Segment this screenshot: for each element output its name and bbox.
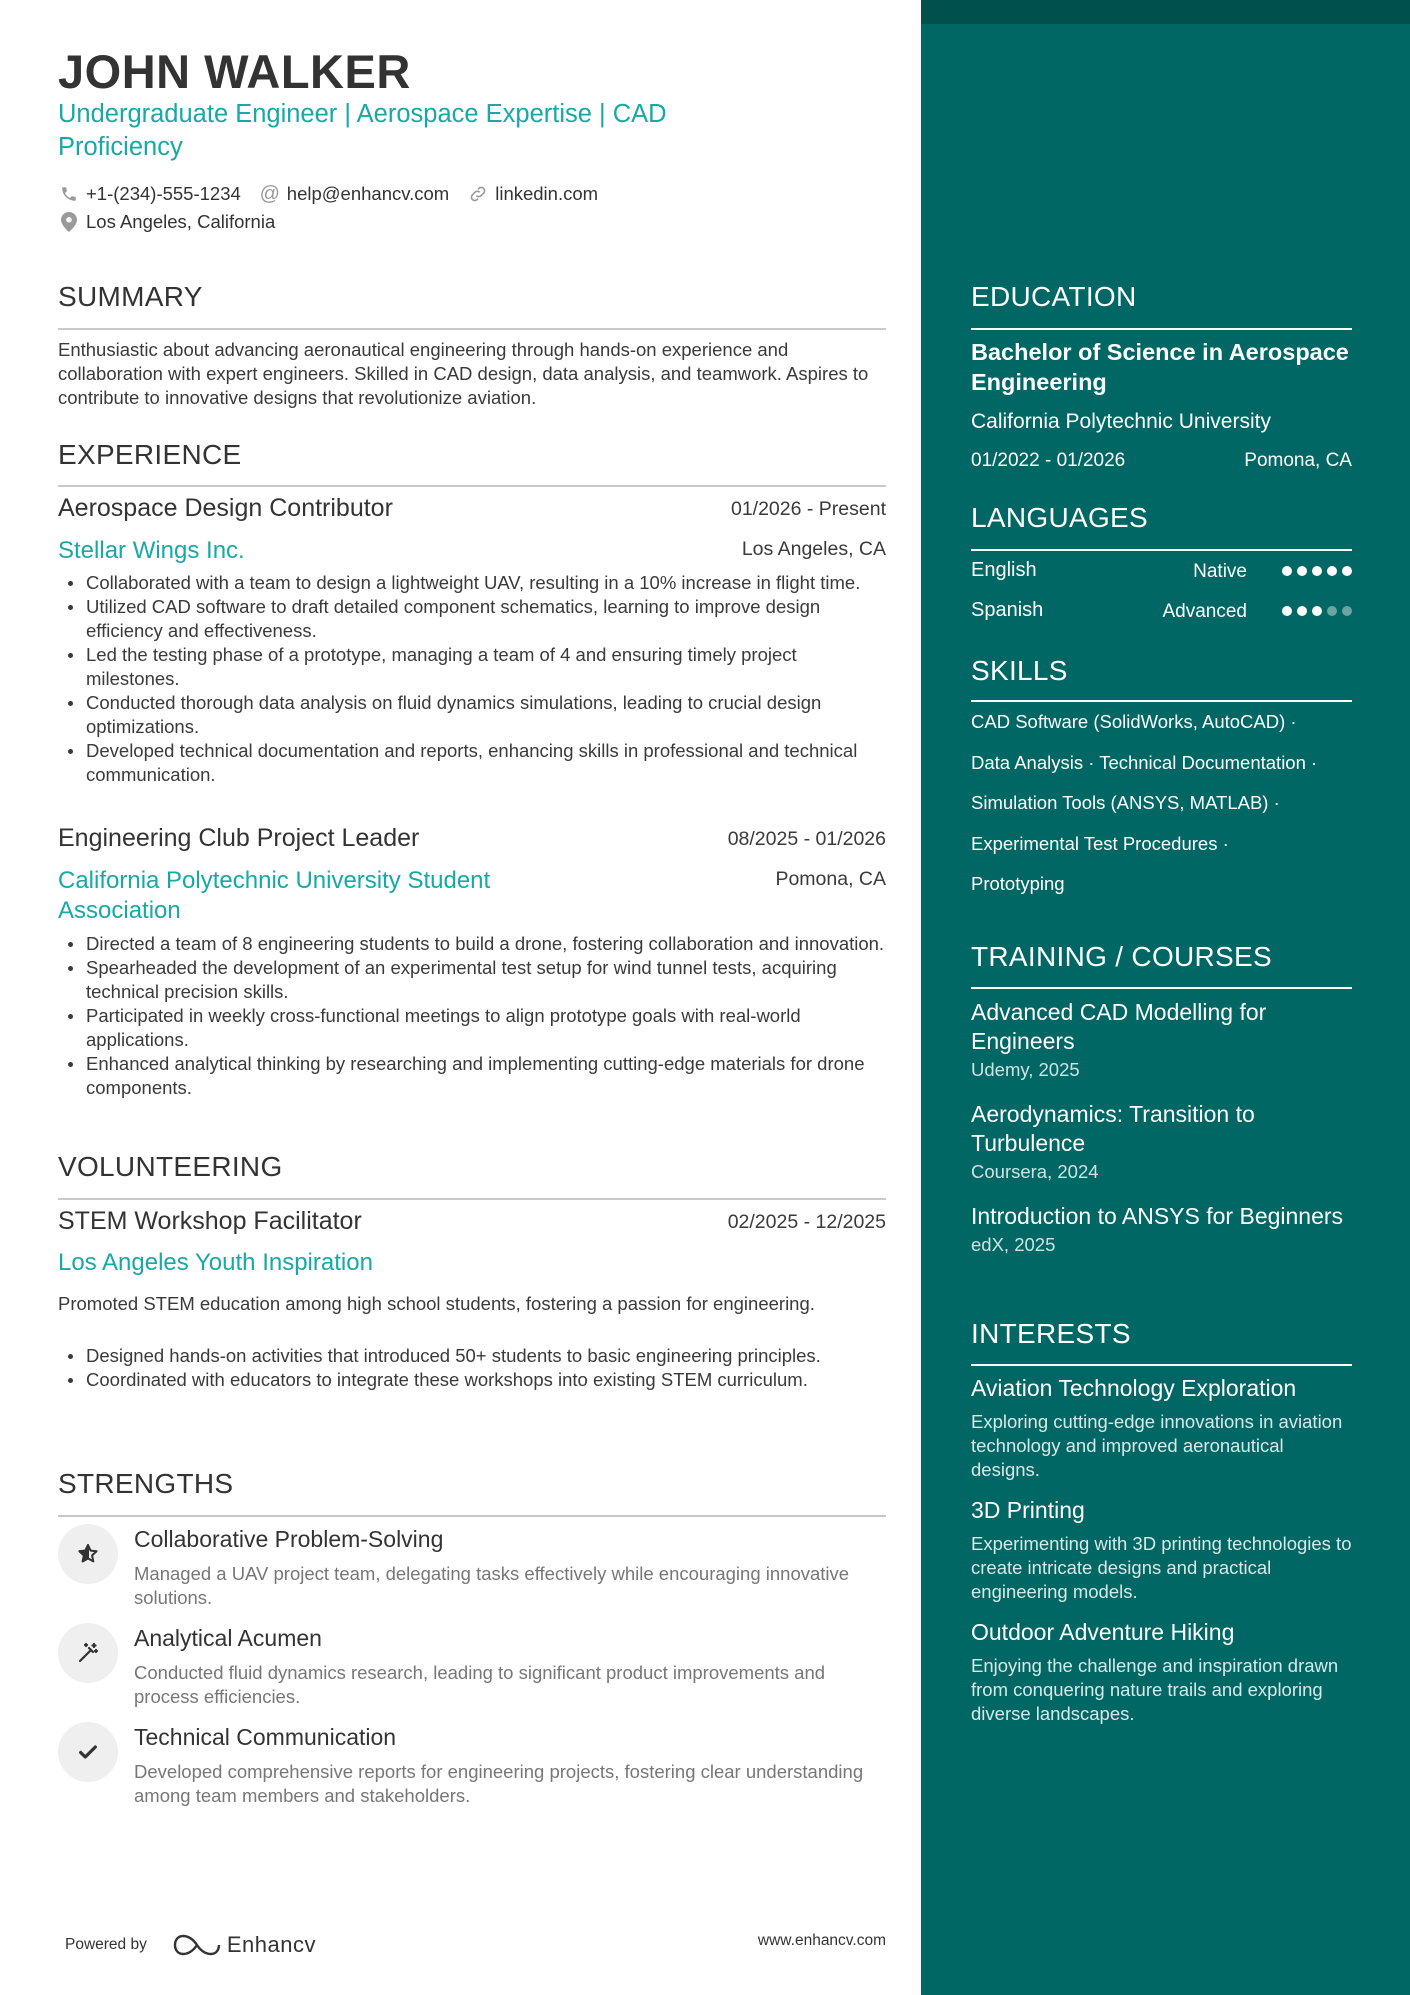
email-text: help@enhancv.com bbox=[286, 183, 450, 204]
training-divider bbox=[971, 987, 1352, 989]
company-name[interactable] bbox=[58, 866, 490, 926]
strengths-title: STRENGTHS bbox=[58, 1468, 234, 1499]
education-divider bbox=[971, 328, 1352, 330]
strength-desc: Conducted fluid dynamics research, leading to significant product improvements and process efficiencies. bbox=[134, 1662, 826, 1707]
language-level: Advanced bbox=[1162, 601, 1247, 622]
rating-dot bbox=[1297, 606, 1307, 616]
course-provider: edX, 2025 bbox=[971, 1234, 1056, 1255]
skill-line: Prototyping bbox=[971, 873, 1065, 894]
language-rating bbox=[1277, 566, 1352, 576]
strength-title: Analytical Acumen bbox=[134, 1625, 322, 1651]
magic-wand-icon bbox=[58, 1623, 118, 1683]
strength-desc: Managed a UAV project team, delegating tasks effectively while encouraging innovative solutions. bbox=[134, 1563, 850, 1608]
rating-dot bbox=[1282, 566, 1292, 576]
list-item: Collaborated with a team to design a lightweight UAV, resulting in a 10% increase in flight time. bbox=[58, 571, 888, 595]
rating-dot bbox=[1342, 606, 1352, 616]
skills-divider bbox=[971, 700, 1352, 702]
skills-title: SKILLS bbox=[971, 655, 1068, 686]
language-row bbox=[971, 599, 1352, 627]
interest-item bbox=[971, 1619, 1352, 1726]
rating-dot bbox=[1297, 566, 1307, 576]
job-location: Los Angeles, CA bbox=[741, 538, 886, 560]
list-item: Utilized CAD software to draft detailed component schematics, learning to improve design efficiency and effectiveness. bbox=[58, 595, 888, 643]
skill-line: CAD Software (SolidWorks, AutoCAD) · bbox=[971, 711, 1297, 732]
course-provider: Coursera, 2024 bbox=[971, 1161, 1099, 1182]
sidebar-top-bar bbox=[921, 0, 1410, 24]
company-name-line-1: California Polytechnic University Student bbox=[58, 867, 491, 894]
candidate-name: JOHN WALKER bbox=[58, 45, 411, 98]
brand-name: Enhancv bbox=[226, 1932, 316, 1957]
summary-text: Enthusiastic about advancing aeronautical engineering through hands-on experience and collaboration with expert engineers. Skilled in CAD design, data analysis, and teamwork. Aspires to contribute to innovative designs that revolutionize aviation. bbox=[58, 339, 869, 408]
location-pin-icon bbox=[58, 211, 80, 233]
interest-desc: Exploring cutting-edge innovations in aviation technology and improved aeronautical designs. bbox=[971, 1411, 1343, 1480]
languages-divider bbox=[971, 549, 1352, 551]
email-contact[interactable] bbox=[259, 183, 449, 205]
job-bullets bbox=[58, 932, 888, 1100]
rating-dot bbox=[1312, 606, 1322, 616]
job-dates: 01/2026 - Present bbox=[730, 498, 886, 520]
course-item bbox=[971, 998, 1352, 1081]
location-text: Los Angeles, California bbox=[86, 211, 276, 232]
list-item: Designed hands-on activities that introduced 50+ students to basic engineering principles. bbox=[58, 1344, 888, 1368]
interest-item bbox=[971, 1497, 1352, 1604]
job-dates: 08/2025 - 01/2026 bbox=[727, 828, 886, 850]
language-name: English bbox=[971, 559, 1037, 581]
list-item: Directed a team of 8 engineering students to build a drone, fostering collaboration and innovation. bbox=[58, 932, 888, 956]
volunteer-dates: 02/2025 - 12/2025 bbox=[727, 1211, 886, 1233]
language-name: Spanish bbox=[971, 599, 1044, 621]
volunteering-title: VOLUNTEERING bbox=[58, 1151, 283, 1182]
enhancv-logo[interactable] bbox=[173, 1932, 316, 1958]
skills-list bbox=[971, 710, 1361, 913]
list-item: Coordinated with educators to integrate these workshops into existing STEM curriculum. bbox=[58, 1368, 888, 1392]
interest-item bbox=[971, 1375, 1352, 1482]
contact-info bbox=[58, 180, 858, 236]
company-name-line-2: Association bbox=[58, 897, 181, 924]
sidebar bbox=[921, 0, 1410, 1995]
list-item: Enhanced analytical thinking by researching and implementing cutting-edge materials for drone components. bbox=[58, 1052, 888, 1100]
linkedin-text: linkedin.com bbox=[495, 183, 599, 204]
course-title: Aerodynamics: Transition to Turbulence bbox=[971, 1101, 1255, 1156]
star-icon bbox=[58, 1524, 118, 1584]
languages-title: LANGUAGES bbox=[971, 502, 1148, 533]
training-title: TRAINING / COURSES bbox=[971, 941, 1272, 972]
course-item bbox=[971, 1202, 1352, 1256]
interest-title: 3D Printing bbox=[971, 1497, 1085, 1523]
job-title: Engineering Club Project Leader bbox=[58, 824, 420, 852]
volunteer-intro: Promoted STEM education among high school students, fostering a passion for engineering. bbox=[58, 1293, 815, 1314]
rating-dot bbox=[1327, 566, 1337, 576]
course-title: Advanced CAD Modelling for Engineers bbox=[971, 999, 1267, 1054]
rating-dot bbox=[1342, 566, 1352, 576]
interest-title: Aviation Technology Exploration bbox=[971, 1375, 1297, 1401]
degree: Bachelor of Science in Aerospace Engineering bbox=[971, 339, 1349, 395]
list-item: Spearheaded the development of an experimental test setup for wind tunnel tests, acquiring technical precision skills. bbox=[58, 956, 888, 1004]
footer-website[interactable]: www.enhancv.com bbox=[757, 1932, 886, 1949]
volunteering-divider bbox=[58, 1198, 886, 1200]
linkedin-contact[interactable] bbox=[467, 183, 598, 205]
strength-title: Collaborative Problem-Solving bbox=[134, 1526, 444, 1552]
course-title: Introduction to ANSYS for Beginners bbox=[971, 1203, 1344, 1229]
skill-line: Experimental Test Procedures · bbox=[971, 832, 1229, 854]
language-rating bbox=[1277, 606, 1352, 616]
list-item: Developed technical documentation and reports, enhancing skills in professional and technical communication. bbox=[58, 739, 888, 787]
interests-divider bbox=[971, 1364, 1352, 1366]
interest-desc: Experimenting with 3D printing technologies to create intricate designs and practical engineering models. bbox=[971, 1533, 1352, 1602]
experience-divider bbox=[58, 485, 886, 487]
job-location: Pomona, CA bbox=[775, 868, 886, 890]
course-item bbox=[971, 1100, 1352, 1183]
rating-dot bbox=[1312, 566, 1322, 576]
phone-icon bbox=[58, 183, 80, 205]
link-icon bbox=[467, 183, 489, 205]
summary-title: SUMMARY bbox=[58, 281, 203, 312]
list-item: Led the testing phase of a prototype, managing a team of 4 and ensuring timely project milestones. bbox=[58, 643, 888, 691]
headline-line-1: Undergraduate Engineer | Aerospace Expertise | CAD bbox=[58, 100, 667, 128]
volunteer-role: STEM Workshop Facilitator bbox=[58, 1207, 362, 1235]
job-bullets bbox=[58, 571, 888, 787]
rating-dot bbox=[1327, 606, 1337, 616]
education-dates: 01/2022 - 01/2026 bbox=[971, 450, 1126, 471]
summary-divider bbox=[58, 328, 886, 330]
job-title: Aerospace Design Contributor bbox=[58, 494, 393, 522]
skill-line: Data Analysis · Technical Documentation · bbox=[971, 751, 1318, 773]
education-meta bbox=[971, 450, 1352, 472]
list-item: Conducted thorough data analysis on fluid dynamics simulations, leading to crucial design optimizations. bbox=[58, 691, 888, 739]
interest-title: Outdoor Adventure Hiking bbox=[971, 1619, 1235, 1645]
experience-title: EXPERIENCE bbox=[58, 439, 242, 470]
strength-title: Technical Communication bbox=[134, 1724, 397, 1750]
headline bbox=[58, 98, 778, 164]
strengths-divider bbox=[58, 1515, 886, 1517]
volunteer-bullets bbox=[58, 1344, 888, 1392]
checkmark-icon bbox=[58, 1722, 118, 1782]
rating-dot bbox=[1282, 606, 1292, 616]
at-icon: @ bbox=[259, 182, 280, 205]
enhancv-logo-icon bbox=[173, 1932, 221, 1958]
course-provider: Udemy, 2025 bbox=[971, 1059, 1080, 1080]
interest-desc: Enjoying the challenge and inspiration drawn from conquering nature trails and exploring diverse landscapes. bbox=[971, 1655, 1339, 1724]
skill-line: Simulation Tools (ANSYS, MATLAB) · bbox=[971, 792, 1280, 813]
phone-text: +1-(234)-555-1234 bbox=[86, 183, 241, 204]
company-name[interactable]: Stellar Wings Inc. bbox=[58, 537, 245, 564]
education-title: EDUCATION bbox=[971, 281, 1137, 312]
volunteer-org[interactable]: Los Angeles Youth Inspiration bbox=[58, 1249, 373, 1276]
school-name: California Polytechnic University bbox=[971, 410, 1271, 433]
strength-desc: Developed comprehensive reports for engineering projects, fostering clear understanding among team members and stakeholders. bbox=[134, 1761, 864, 1806]
education-location: Pomona, CA bbox=[1244, 450, 1352, 471]
language-row bbox=[971, 559, 1352, 587]
language-level: Native bbox=[1193, 561, 1247, 582]
list-item: Participated in weekly cross-functional meetings to align prototype goals with real-world applications. bbox=[58, 1004, 888, 1052]
location-contact bbox=[58, 211, 275, 233]
footer-powered-by bbox=[65, 1932, 316, 1958]
headline-line-2: Proficiency bbox=[58, 133, 183, 161]
interests-title: INTERESTS bbox=[971, 1318, 1131, 1349]
phone-contact[interactable] bbox=[58, 183, 241, 205]
powered-by-label: Powered by bbox=[65, 1936, 147, 1953]
